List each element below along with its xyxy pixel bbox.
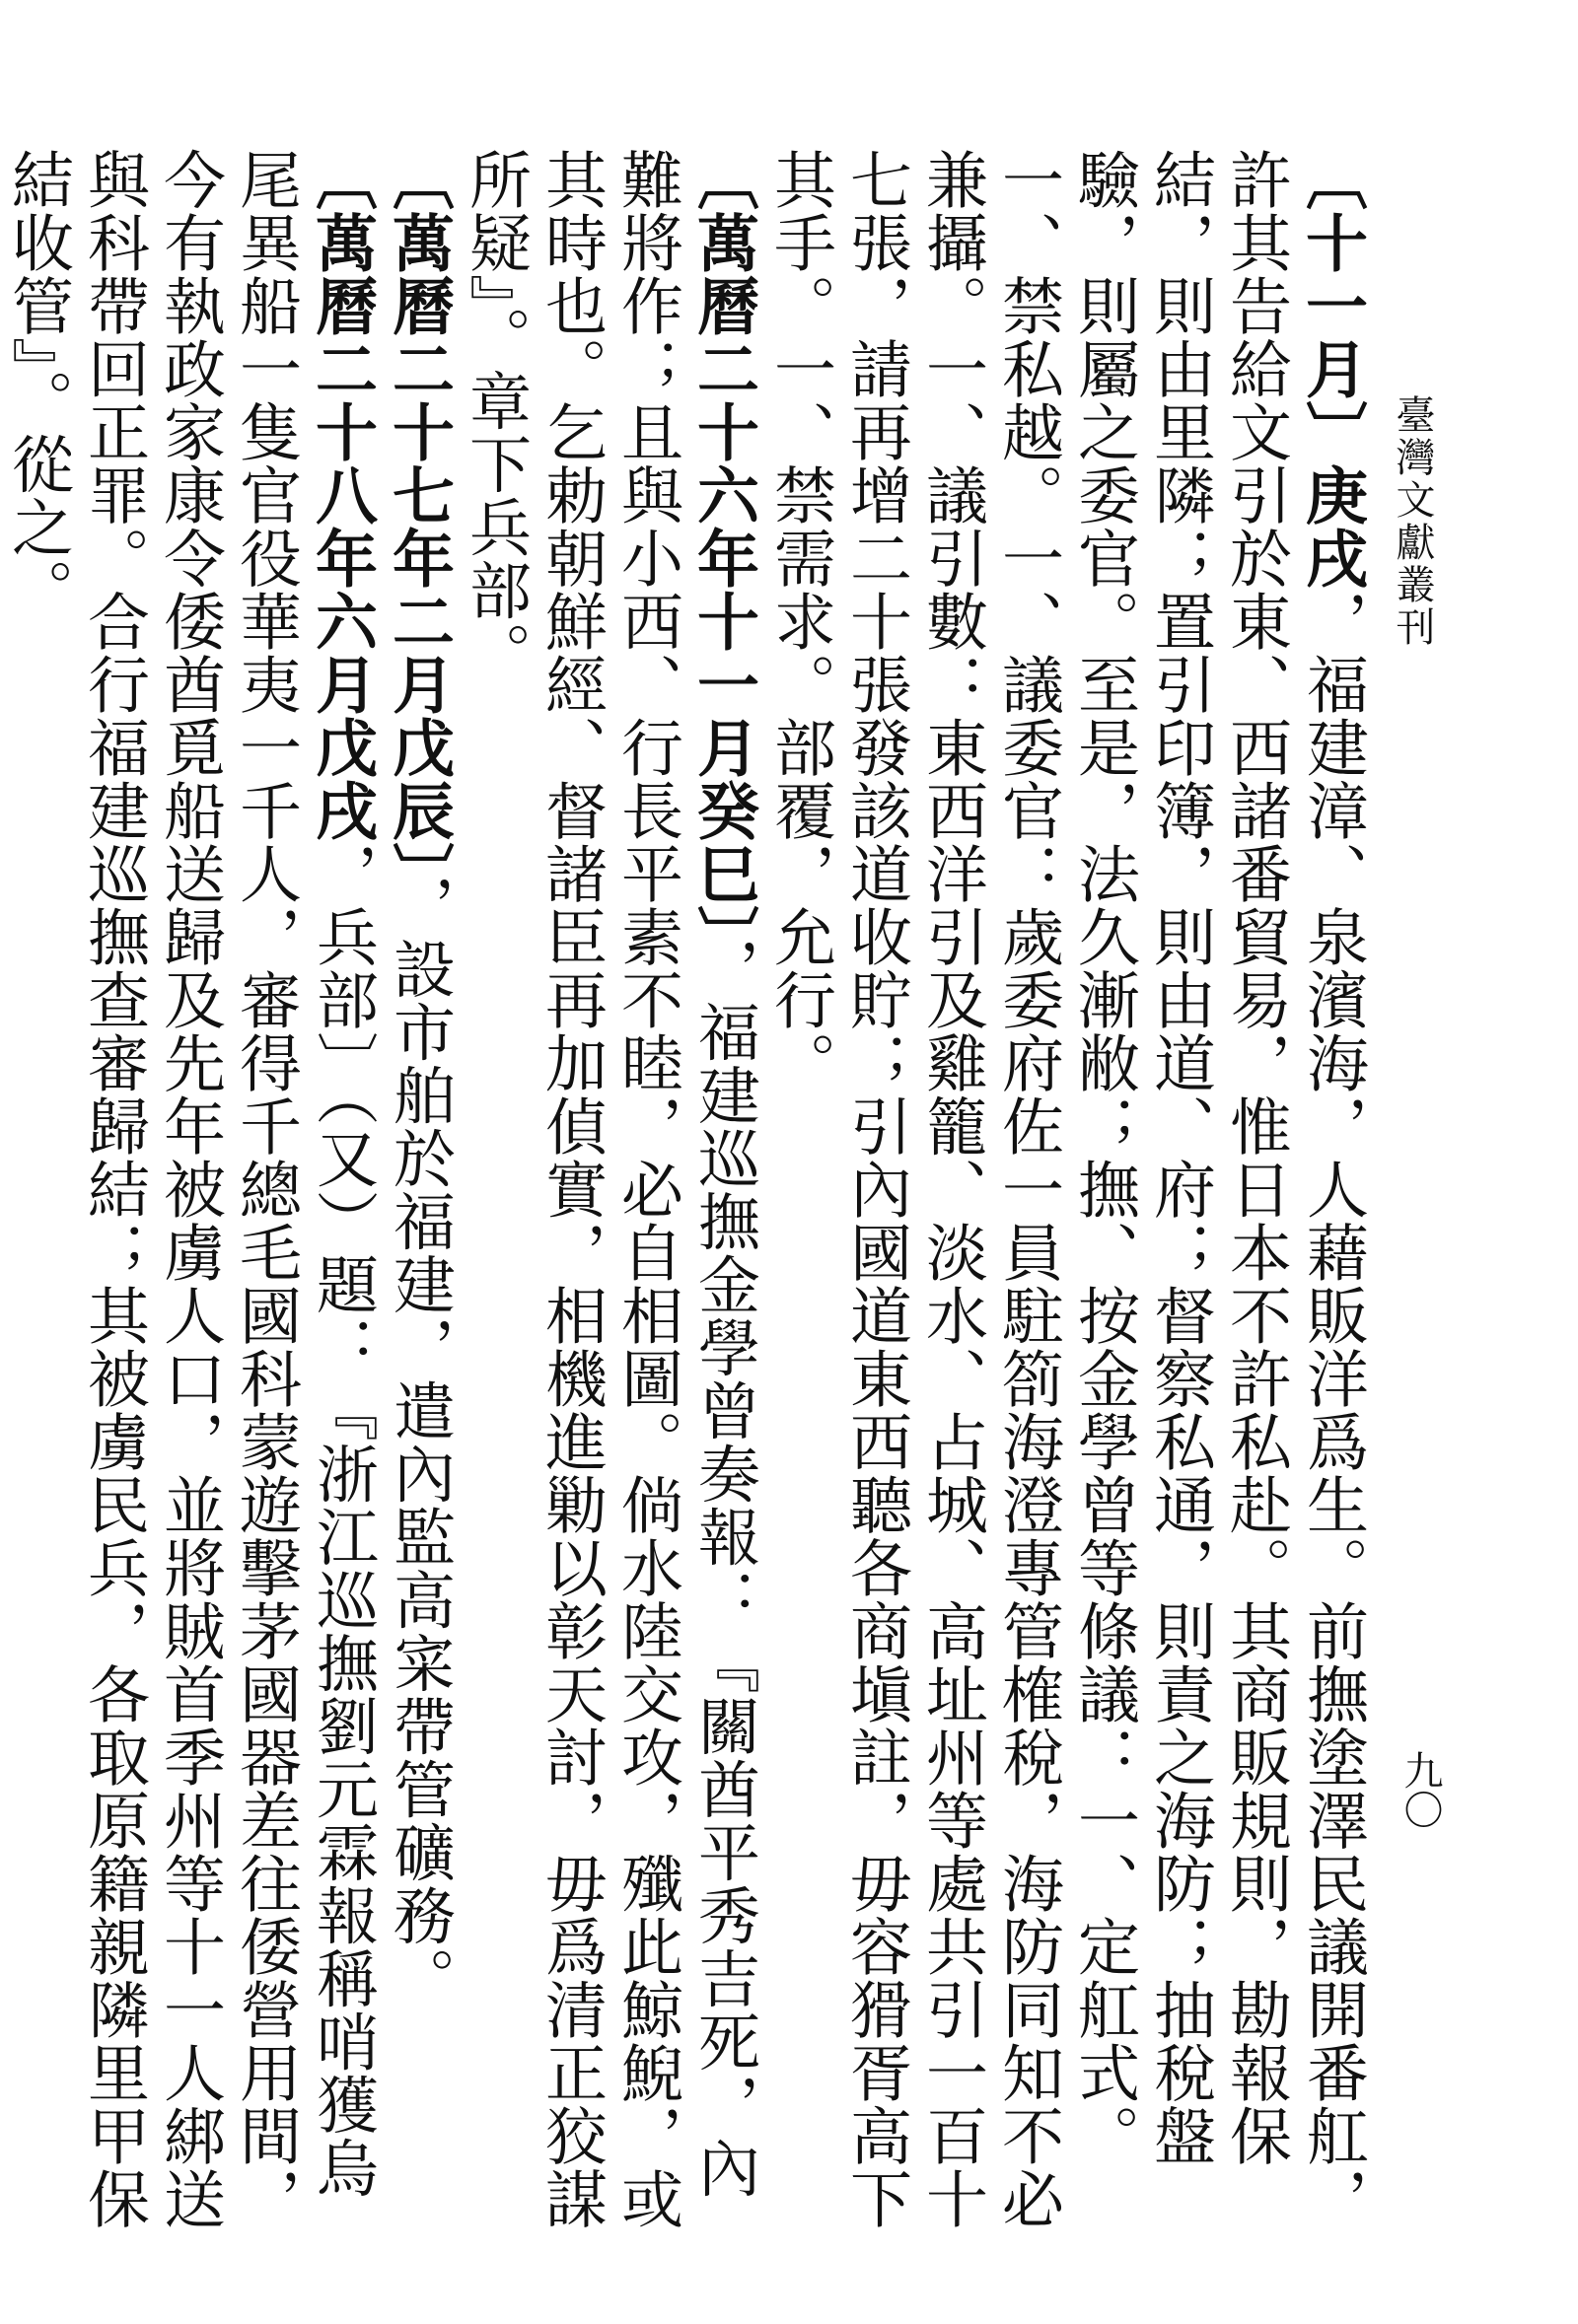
entry-text: ，兵部〕（又）題：『浙江巡撫劉元霖報稱哨獲烏尾異船一隻官役華夷一千人，審得千總毛國科蒙遊擊茅國器差往倭營用間，今有執政家康令倭酋覓船送歸及先年被虜人口，並將賊首季州等十一人綁送與科帶回正罪。合行福建巡撫查審歸結；其被虜民兵，各取原籍親隣里甲保結收管』。從之。	[2, 148, 379, 2230]
entry-2	[458, 148, 762, 2238]
entry-1	[762, 148, 1371, 2238]
entry-4	[0, 148, 381, 2238]
entry-3	[381, 148, 458, 2238]
entry-text: ，福建漳、泉濱海，人藉販洋爲生。前撫塗澤民議開番舡，許其告給文引於東、西諸番貿易，惟日本不許私赴。其商販規則，勘報保結，則由里隣；置引印簿，則由道、府；督察私通，則責之海防；抽稅盤驗，則屬之委官。至是，法久漸敝；撫、按金學曾等條議：一、定舡式。一、禁私越。一、議委官：歲委府佐一員駐箚海澄專管榷稅，海防同知不必兼攝。一、議引數：東西洋引及雞籠、淡水、占城、高址州等處共引一百十七張，請再增二十張發該道收貯；引內國道東西聽各商塡註，毋容猾胥高下其手。一、禁需求。部覆，允行。	[764, 148, 1369, 2230]
entry-date: 〔萬曆二十七年二月戊辰〕	[383, 148, 456, 875]
entry-date: 〔萬曆二十六年十一月癸巳〕	[687, 148, 760, 938]
page-number: 九〇	[1398, 1750, 1443, 1829]
main-text-block	[2, 148, 1371, 2238]
entry-text: ，設市舶於福建，遣內監高寀帶管礦務。	[384, 874, 456, 2010]
running-header-title: 臺灣文獻叢刊	[1390, 394, 1435, 649]
entry-date: 〔萬曆二十八年六月戊戌	[306, 148, 379, 842]
entry-text: ，福建巡撫金學曾奏報：『關酋平秀吉死，內難將作；且與小西、行長平素不睦，必自相圖。倘水陸交攻，殲此鯨鯢，或其時也。乞勅朝鮮經、督諸臣再加偵實，相機進勦以彰天討，毋爲清正狡謀所疑』。章下兵部。	[460, 148, 760, 2230]
entry-date: 〔十一月〕庚戌	[1296, 148, 1369, 590]
